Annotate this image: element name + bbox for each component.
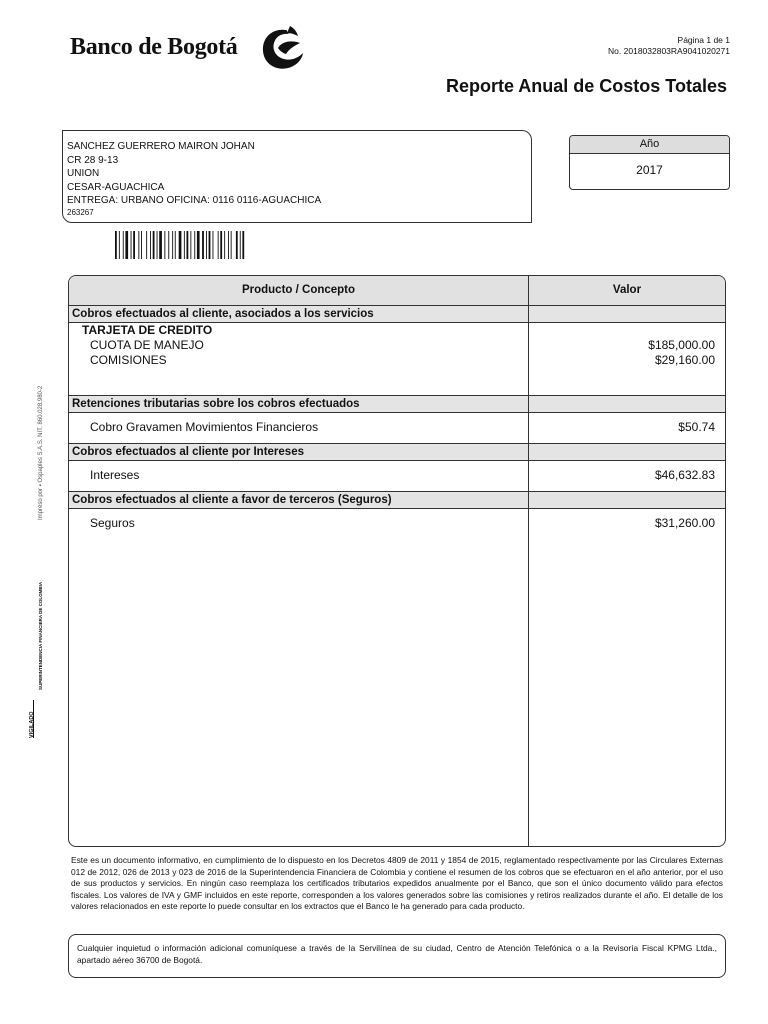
column-header-value: Valor [612,284,642,296]
costs-table [68,275,726,847]
page-number: Página 1 de 1 [677,35,730,45]
recipient-name: SANCHEZ GUERRERO MAIRON JOHAN [67,141,255,152]
section-header-insurance [69,491,725,509]
item-value: $46,632.83 [654,468,715,482]
item-label: CUOTA DE MANEJO [90,338,204,352]
section-title: Cobros efectuados al cliente por Intereses [72,446,304,458]
superintendencia-label: SUPERINTENDENCIA FINANCIERA DE COLOMBIA [38,581,43,690]
table-header [69,276,725,306]
legal-disclaimer: Este es un documento informativo, en cumplimiento de lo dispuesto en los Decretos 4809 de 2011 y 1854 de 2015, reglamentado respectivamente por las Circulares Externas 012 de 2012, 026 de 2013 y 023 de 2016 de la Superintendencia Financiera de Colombia y contiene el resumen de los cobros que se efectuaron en el año anterior, por el uso de sus productos y servicios. En ningún caso reemplaza los certificados tributarios expedidos anualmente por el Banco, que son el único documento válido para efectos fiscales. Los valores de IVA y GMF incluidos en este reporte, corresponden a los valores generados sobre las comisiones y retiros realizados durante el año. El detalle de los valores relacionados en este reporte lo puede consultar en los extractos que el Banco le ha generado para cada producto. [71,855,723,911]
year-box [569,135,730,190]
section-title: Cobros efectuados al cliente, asociados a los servicios [72,308,374,320]
product-name: TARJETA DE CREDITO [82,323,213,337]
item-label: COMISIONES [90,353,167,367]
item-label: Seguros [90,516,135,530]
section-title: Retenciones tributarias sobre los cobros efectuados [72,398,360,410]
address-line: CR 28 9-13 [67,154,119,166]
item-value: $50.74 [678,420,715,434]
barcode [115,231,291,259]
year-value: 2017 [636,163,663,177]
column-header-concept: Producto / Concepto [241,284,356,296]
item-value: $29,160.00 [654,353,715,367]
item-label: Intereses [90,468,140,482]
bank-logo-text: Banco de Bogotá [70,34,238,60]
year-label: Año [570,136,729,154]
section-header-services [69,305,725,323]
report-title: Reporte Anual de Costos Totales [445,76,727,96]
section-header-interest [69,443,725,461]
address-line: CESAR-AGUACHICA [67,181,165,193]
item-label: Cobro Gravamen Movimientos Financieros [90,420,319,434]
section-title: Cobros efectuados al cliente a favor de terceros (Seguros) [72,494,392,506]
bank-logo-icon [256,24,308,74]
contact-notice: Cualquier inquietud o información adicional comuníquese a través de la Servilínea de su ciudad, Centro de Atención Telefónica o a la Revisoría Fiscal KPMG Ltda., apartado aéreo 36700 de Bogotá. [68,934,726,978]
delivery-line: ENTREGA: URBANO OFICINA: 0116 0116-AGUACHICA [67,195,322,206]
column-divider [528,276,529,846]
address-line: UNION [67,168,100,179]
address-code: 263267 [67,207,94,217]
vigilado-label: VIGILADO [29,711,35,738]
document-number: No. 2018032803RA9041020271 [608,46,730,56]
page-info [608,35,730,57]
section-header-retentions [69,395,725,413]
recipient-address-box [62,130,532,223]
item-value: $185,000.00 [648,338,715,352]
printer-credit: Impreso por ▪ Ospaples S.A.S. NIT. 860.028.980-2 [38,385,44,520]
item-value: $31,260.00 [654,516,715,530]
